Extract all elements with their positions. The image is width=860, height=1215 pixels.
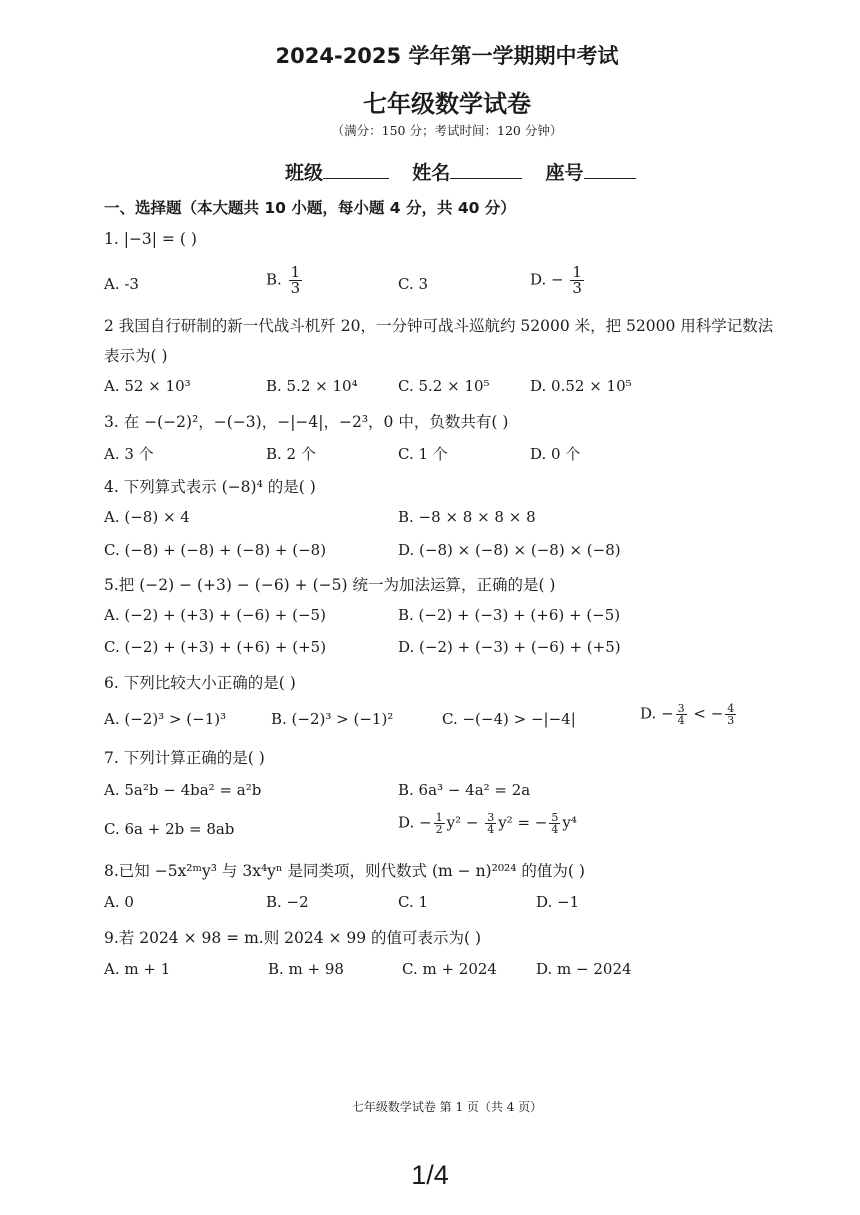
q7-option-d <box>398 812 577 835</box>
q2-option-a: A. 52 × 10³ <box>104 377 191 395</box>
q7-d-term-3: y⁴ <box>562 813 577 832</box>
q5-option-c: C. (−2) + (+3) + (+6) + (+5) <box>104 638 327 656</box>
question-7-stem: 7. 下列计算正确的是( ) <box>104 749 265 767</box>
page-indicator: 1/4 <box>411 1160 449 1190</box>
q4-option-c: C. (−8) + (−8) + (−8) + (−8) <box>104 541 327 559</box>
question-3-stem: 3. 在 −(−2)²，−(−3)，−|−4|，−2³，0 中，负数共有( ) <box>104 413 509 431</box>
denominator: 4 <box>551 823 559 836</box>
q6-option-d <box>640 703 738 726</box>
question-1-stem: 1. |−3| = ( ) <box>104 230 197 248</box>
q8-option-c: C. 1 <box>398 893 429 911</box>
page-footer: 七年级数学试卷 第 1 页（共 4 页） <box>351 1100 543 1114</box>
question-2-stem-line-2: 表示为( ) <box>104 347 168 365</box>
q6-d-fraction-2 <box>725 703 736 726</box>
q7-option-c: C. 6a + 2b = 8ab <box>104 820 235 838</box>
q1-d-fraction <box>570 265 584 296</box>
q3-option-c: C. 1 个 <box>398 445 448 463</box>
q4-option-a: A. (−8) × 4 <box>104 508 190 526</box>
q4-option-b: B. −8 × 8 × 8 × 8 <box>398 508 536 526</box>
question-8-stem: 8.已知 −5x²ᵐy³ 与 3x⁴yⁿ 是同类项，则代数式 (m − n)²⁰²⁴ 的值为( ) <box>104 862 585 880</box>
q7-d-fraction-2 <box>485 812 496 835</box>
numerator: 4 <box>727 702 735 715</box>
question-4-stem: 4. 下列算式表示 (−8)⁴ 的是( ) <box>104 478 316 496</box>
q9-option-c: C. m + 2024 <box>402 960 497 978</box>
q6-option-a: A. (−2)³ > (−1)³ <box>104 710 227 728</box>
q5-option-b: B. (−2) + (−3) + (+6) + (−5) <box>398 606 621 624</box>
numerator: 3 <box>487 811 495 824</box>
q2-option-d: D. 0.52 × 10⁵ <box>530 377 632 395</box>
section-heading: 一、选择题（本大题共 10 小题，每小题 4 分，共 40 分） <box>104 199 516 217</box>
question-6-stem: 6. 下列比较大小正确的是( ) <box>104 674 296 692</box>
q6-d-prefix: D. − <box>640 704 674 723</box>
q9-option-b: B. m + 98 <box>268 960 344 978</box>
numerator: 5 <box>551 811 559 824</box>
q8-option-a: A. 0 <box>104 893 134 911</box>
q1-b-prefix: B. <box>266 270 287 289</box>
class-label: 班级 <box>285 162 324 184</box>
q7-option-b: B. 6a³ − 4a² = 2a <box>398 781 531 799</box>
question-5-stem: 5.把 (−2) − (+3) − (−6) + (−5) 统一为加法运算，正确的是( ) <box>104 576 556 594</box>
q1-option-b <box>266 265 304 296</box>
q6-d-mid: < − <box>688 704 724 723</box>
q1-d-prefix: D. − <box>530 270 564 289</box>
denominator: 4 <box>677 714 685 727</box>
q7-option-a: A. 5a²b − 4ba² = a²b <box>104 781 262 799</box>
q4-option-d: D. (−8) × (−8) × (−8) × (−8) <box>398 541 621 559</box>
name-label: 姓名 <box>412 162 451 184</box>
q3-option-b: B. 2 个 <box>266 445 316 463</box>
q7-d-term-1: y² − <box>446 813 484 832</box>
student-info-line <box>285 158 636 185</box>
denominator: 4 <box>487 823 495 836</box>
q7-d-term-2: y² = − <box>498 813 548 832</box>
q3-option-a: A. 3 个 <box>104 445 154 463</box>
q7-d-fraction-1 <box>434 812 445 835</box>
seat-label: 座号 <box>545 162 584 184</box>
q7-d-fraction-3 <box>549 812 560 835</box>
q7-d-prefix: D. − <box>398 813 432 832</box>
seat-blank <box>584 160 636 179</box>
q8-option-d: D. −1 <box>536 893 580 911</box>
q6-option-b: B. (−2)³ > (−1)² <box>271 710 394 728</box>
name-blank <box>450 160 522 179</box>
q2-option-c: C. 5.2 × 10⁵ <box>398 377 490 395</box>
q6-option-c: C. −(−4) > −|−4| <box>442 710 576 728</box>
q5-option-a: A. (−2) + (+3) + (−6) + (−5) <box>104 606 326 624</box>
class-blank <box>323 160 389 179</box>
numerator: 1 <box>290 263 301 281</box>
denominator: 3 <box>572 279 582 297</box>
q1-option-c: C. 3 <box>398 275 429 293</box>
q8-option-b: B. −2 <box>266 893 309 911</box>
q1-option-d <box>530 265 586 296</box>
q1-option-a: A. -3 <box>104 275 139 293</box>
denominator: 2 <box>435 823 443 836</box>
q5-option-d: D. (−2) + (−3) + (−6) + (+5) <box>398 638 621 656</box>
numerator: 3 <box>677 702 685 715</box>
q6-d-fraction-1 <box>676 703 687 726</box>
numerator: 1 <box>435 811 443 824</box>
exam-title: 2024-2025 学年第一学期期中考试 <box>275 44 619 68</box>
question-9-stem: 9.若 2024 × 98 = m.则 2024 × 99 的值可表示为( ) <box>104 929 482 947</box>
q2-option-b: B. 5.2 × 10⁴ <box>266 377 358 395</box>
numerator: 1 <box>572 263 582 281</box>
denominator: 3 <box>290 279 301 297</box>
q1-b-fraction <box>289 265 303 296</box>
denominator: 3 <box>727 714 735 727</box>
q9-option-a: A. m + 1 <box>104 960 171 978</box>
q9-option-d: D. m − 2024 <box>536 960 632 978</box>
exam-subtitle: 七年级数学试卷 <box>363 90 531 118</box>
exam-note: （满分：150 分；考试时间：120 分钟） <box>331 123 563 138</box>
q3-option-d: D. 0 个 <box>530 445 581 463</box>
question-2-stem-line-1: 2 我国自行研制的新一代战斗机歼 20，一分钟可战斗巡航约 52000 米，把 52000 用科学记数法 <box>104 317 774 335</box>
